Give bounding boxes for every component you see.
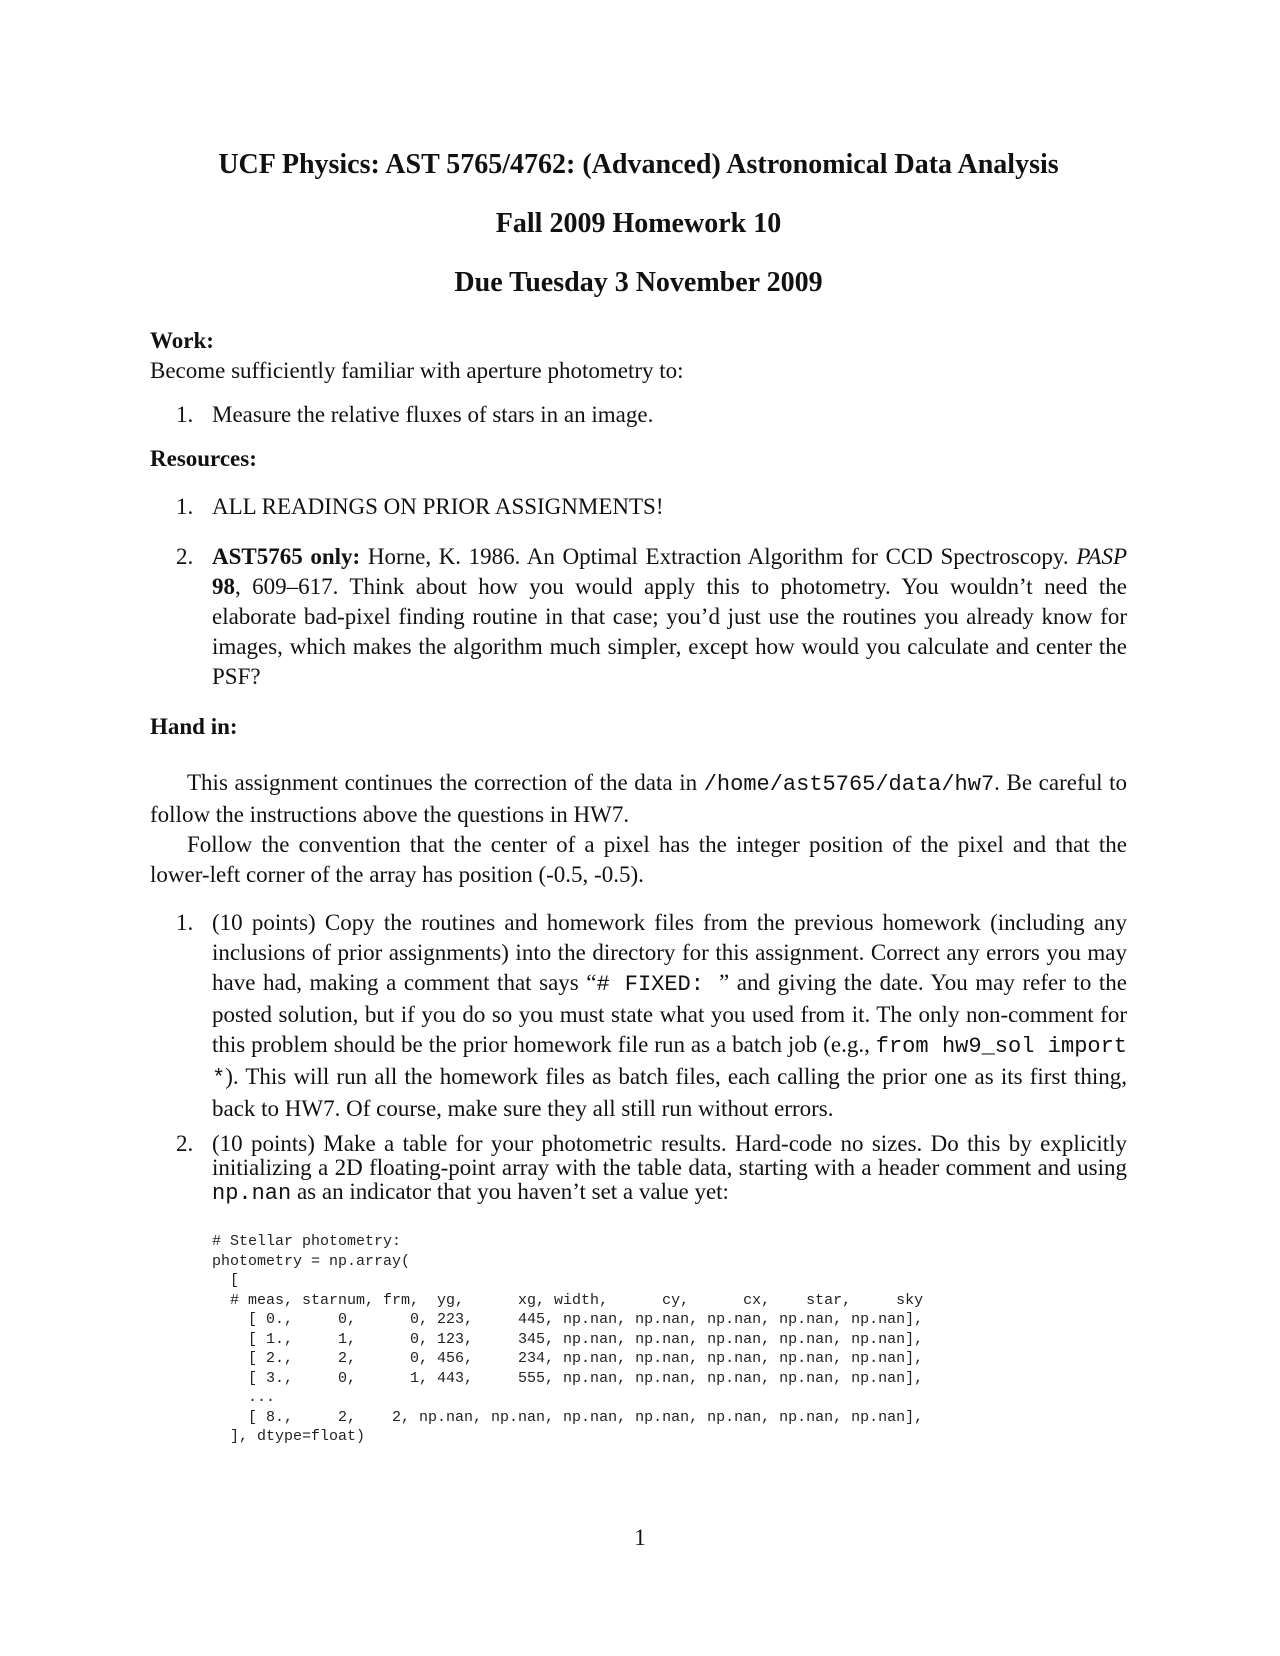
question-number: 2. <box>176 1131 194 1156</box>
inline-code: # FIXED: <box>596 972 719 997</box>
question-number: 1. <box>176 910 194 935</box>
list-item <box>150 492 1127 522</box>
question-list <box>150 908 1127 1206</box>
course-title: UCF Physics: AST 5765/4762: (Advanced) Astronomical Data Analysis <box>218 149 1059 180</box>
list-bold-lead: AST5765 only: <box>212 544 361 569</box>
due-date-title: Due Tuesday 3 November 2009 <box>454 267 823 298</box>
term-title: Fall 2009 Homework 10 <box>495 208 782 239</box>
list-text: Measure the relative fluxes of stars in an image. <box>212 402 654 427</box>
inline-code: from hw9_sol import * <box>212 1034 1128 1091</box>
list-text: Horne, K. 1986. An Optimal Extraction Algorithm for CCD Spectroscopy. <box>360 544 1077 569</box>
paragraph-text: This assignment continues the correction of the data in <box>187 770 704 795</box>
handin-section <box>150 712 1127 1447</box>
document-page <box>150 140 1127 1447</box>
list-number: 2. <box>176 544 194 569</box>
work-heading: Work: <box>150 328 214 353</box>
handin-paragraph-2: Follow the convention that the center of a pixel has the integer position of the pixel and that the lower-left corner of the array has position (-0.5, -0.5). <box>150 832 1127 887</box>
resources-section <box>150 444 1127 692</box>
question-text: ). This will run all the homework files as batch files, each calling the prior one as its first thing, back to HW7. Of course, make sure they all still run without errors. <box>212 1064 1127 1121</box>
handin-paragraph-1 <box>150 768 1127 830</box>
list-text: ALL READINGS ON PRIOR ASSIGNMENTS! <box>212 494 664 519</box>
paragraph-text: . Be careful to follow the instructions above the questions in HW7. <box>150 770 1127 827</box>
inline-code: np.nan <box>212 1181 292 1206</box>
question-item <box>150 908 1127 1124</box>
data-path: /home/ast5765/data/hw7 <box>703 772 995 797</box>
list-item <box>150 400 1127 430</box>
work-list <box>150 400 1127 430</box>
list-text: , 609–617. Think about how you would apply this to photometry. You wouldn’t need the elaborate bad-pixel finding routine in that case; you’d just use the routines you already know for images, which makes the algorithm much simpler, except how would you calculate and center the PSF? <box>212 574 1127 689</box>
work-section <box>150 326 1127 430</box>
resources-heading: Resources: <box>150 446 257 471</box>
journal-volume: 98 <box>212 574 235 599</box>
journal-name: PASP <box>1076 544 1127 569</box>
question-text: as an indicator that you haven’t set a value yet: <box>291 1179 729 1204</box>
list-number: 1. <box>176 494 194 519</box>
question-text: ” and giving the date. You may refer to the posted solution, but if you do so you must state what you used from it. The only non-comment for this problem should be the prior homework file run as a batch job (e.g., <box>212 970 1127 1057</box>
list-number: 1. <box>176 402 194 427</box>
question-item <box>150 1132 1127 1206</box>
list-item <box>150 542 1127 692</box>
work-intro: Become sufficiently familiar with aperture photometry to: <box>150 358 684 383</box>
resources-list <box>150 492 1127 692</box>
question-text: (10 points) Make a table for your photometric results. Hard-code no sizes. Do this by explicitly initializing a 2D floating-point array with the table data, starting with a header comment and using <box>212 1131 1127 1180</box>
question-text: (10 points) Copy the routines and homework files from the previous homework (including any inclusions of prior assignments) into the directory for this assignment. Correct any errors you may have had, making a comment that says “ <box>212 910 1127 995</box>
code-block: # Stellar photometry: photometry = np.array( [ # meas, starnum, frm, yg, xg, width, cy, cx, star, sky [ 0., 0, 0, 223, 445, np.nan, np.nan, np.nan, np.nan, np.nan], [ 1., 1, 0, 123, 345, np.nan, np.nan, np.nan, np.nan, np.nan], [ 2., 2, 0, 456, 234, np.nan, np.nan, np.nan, np.nan, np.nan], [ 3., 0, 1, 443, 555, np.nan, np.nan, np.nan, np.nan, np.nan], ... [ 8., 2, 2, np.nan, np.nan, np.nan, np.nan, np.nan, np.nan, np.nan], ], dtype=float) <box>212 1233 924 1445</box>
page-number: 1 <box>634 1525 646 1550</box>
handin-heading: Hand in: <box>150 714 238 739</box>
